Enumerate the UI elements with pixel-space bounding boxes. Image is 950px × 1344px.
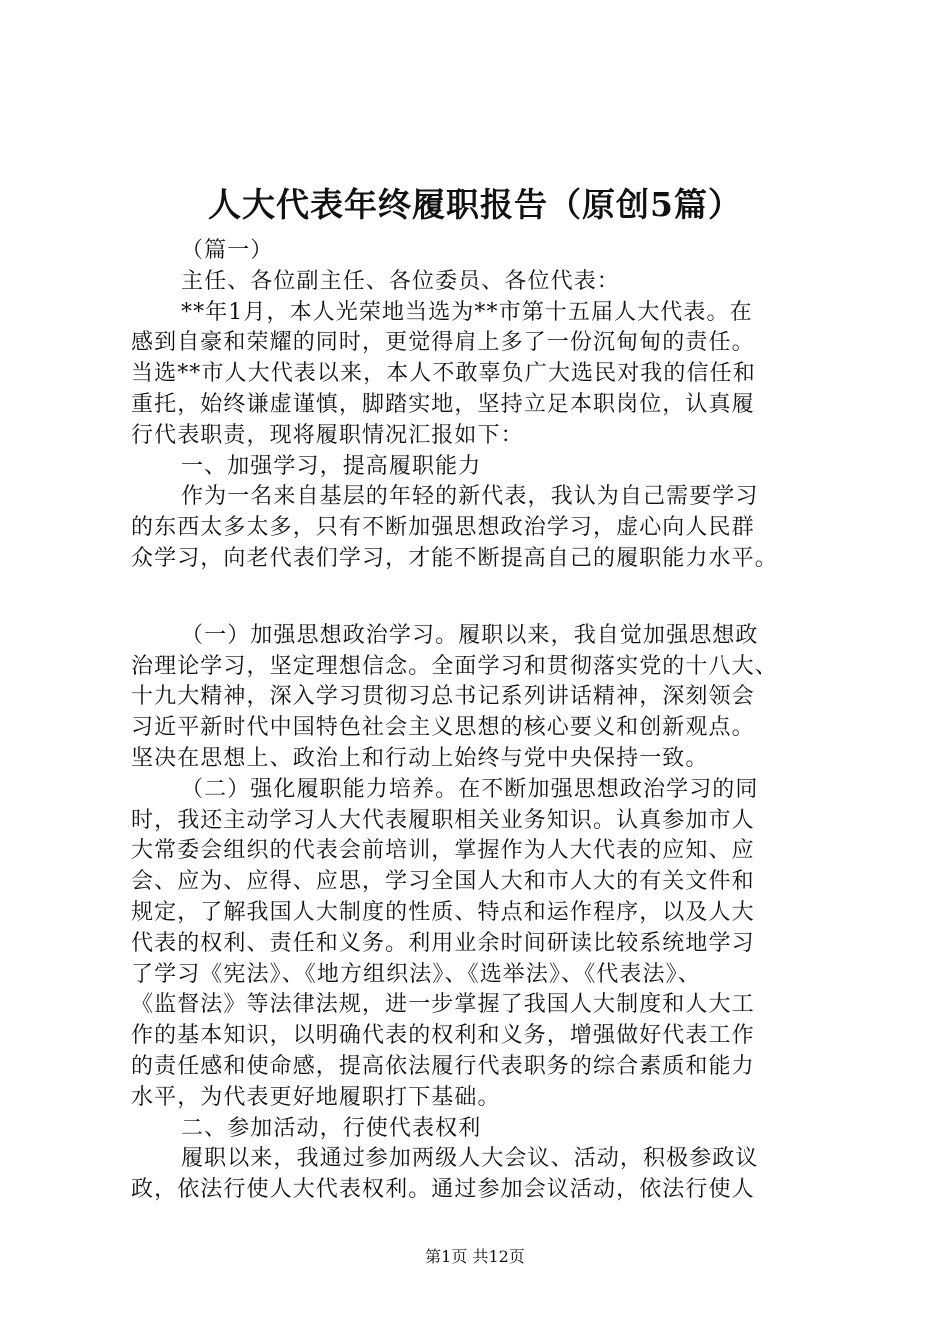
text-line: 重托，始终谦虚谨慎，脚踏实地，坚持立足本职岗位，认真履 bbox=[131, 391, 755, 417]
text-line: 代表的权利、责任和义务。利用业余时间研读比较系统地学习 bbox=[131, 930, 755, 956]
text-line: （篇一） bbox=[181, 238, 274, 263]
text-line: 的东西太多太多，只有不断加强思想政治学习，虚心向人民群 bbox=[131, 515, 755, 541]
text-line: 作为一名来自基层的年轻的新代表，我认为自己需要学习 bbox=[181, 484, 759, 510]
text-line: **年1月，本人光荣地当选为**市第十五届人大代表。在 bbox=[181, 299, 753, 325]
text-line: 行代表职责，现将履职情况汇报如下： bbox=[131, 422, 524, 448]
text-line: 当选**市人大代表以来，本人不敢辜负广大选民对我的信任和 bbox=[131, 361, 756, 387]
text-line: 政，依法行使人大代表权利。通过参加会议活动，依法行使人 bbox=[131, 1177, 755, 1203]
text-line: 感到自豪和荣耀的同时，更觉得肩上多了一份沉甸甸的责任。 bbox=[131, 330, 755, 356]
text-line: 《监督法》等法律法规，进一步掌握了我国人大制度和人大工 bbox=[131, 992, 755, 1018]
text-line: 二、参加活动，行使代表权利 bbox=[181, 1115, 482, 1141]
text-line: 会、应为、应得、应思，学习全国人大和市人大的有关文件和 bbox=[131, 869, 755, 895]
text-line: 十九大精神，深入学习贯彻习总书记系列讲话精神，深刻领会 bbox=[131, 684, 755, 710]
document-body bbox=[131, 236, 831, 1206]
page-footer: 第1页 共12页 bbox=[425, 1247, 525, 1266]
text-line: 一、加强学习，提高履职能力 bbox=[181, 453, 482, 479]
text-line: 履职以来，我通过参加两级人大会议、活动，积极参政议 bbox=[181, 1146, 759, 1172]
text-line: 的责任感和使命感，提高依法履行代表职务的综合素质和能力 bbox=[131, 1053, 755, 1079]
text-line: 坚决在思想上、政治上和行动上始终与党中央保持一致。 bbox=[131, 745, 709, 771]
text-line: 规定，了解我国人大制度的性质、特点和运作程序，以及人大 bbox=[131, 899, 755, 925]
text-line: 大常委会组织的代表会前培训，掌握作为人大代表的应知、应 bbox=[131, 838, 755, 864]
text-line: 习近平新时代中国特色社会主义思想的核心要义和创新观点。 bbox=[131, 715, 755, 741]
text-line: （一）加强思想政治学习。履职以来，我自觉加强思想政 bbox=[181, 622, 759, 648]
text-line: 作的基本知识，以明确代表的权利和义务，增强做好代表工作 bbox=[131, 1023, 755, 1049]
text-line: 水平，为代表更好地履职打下基础。 bbox=[131, 1084, 501, 1110]
text-line: 主任、各位副主任、各位委员、各位代表： bbox=[181, 268, 620, 294]
document-title: 人大代表年终履职报告（原创5篇） bbox=[208, 185, 742, 224]
text-line: （二）强化履职能力培养。在不断加强思想政治学习的同 bbox=[181, 776, 759, 802]
text-line: 了学习《宪法》、《地方组织法》、《选举法》、《代表法》、 bbox=[131, 961, 701, 987]
text-line: 时，我还主动学习人大代表履职相关业务知识。认真参加市人 bbox=[131, 807, 755, 833]
text-line: 众学习，向老代表们学习，才能不断提高自己的履职能力水平。 bbox=[131, 545, 778, 571]
text-line: 治理论学习，坚定理想信念。全面学习和贯彻落实党的十八大、 bbox=[131, 653, 778, 679]
paragraph-gap bbox=[131, 575, 831, 621]
